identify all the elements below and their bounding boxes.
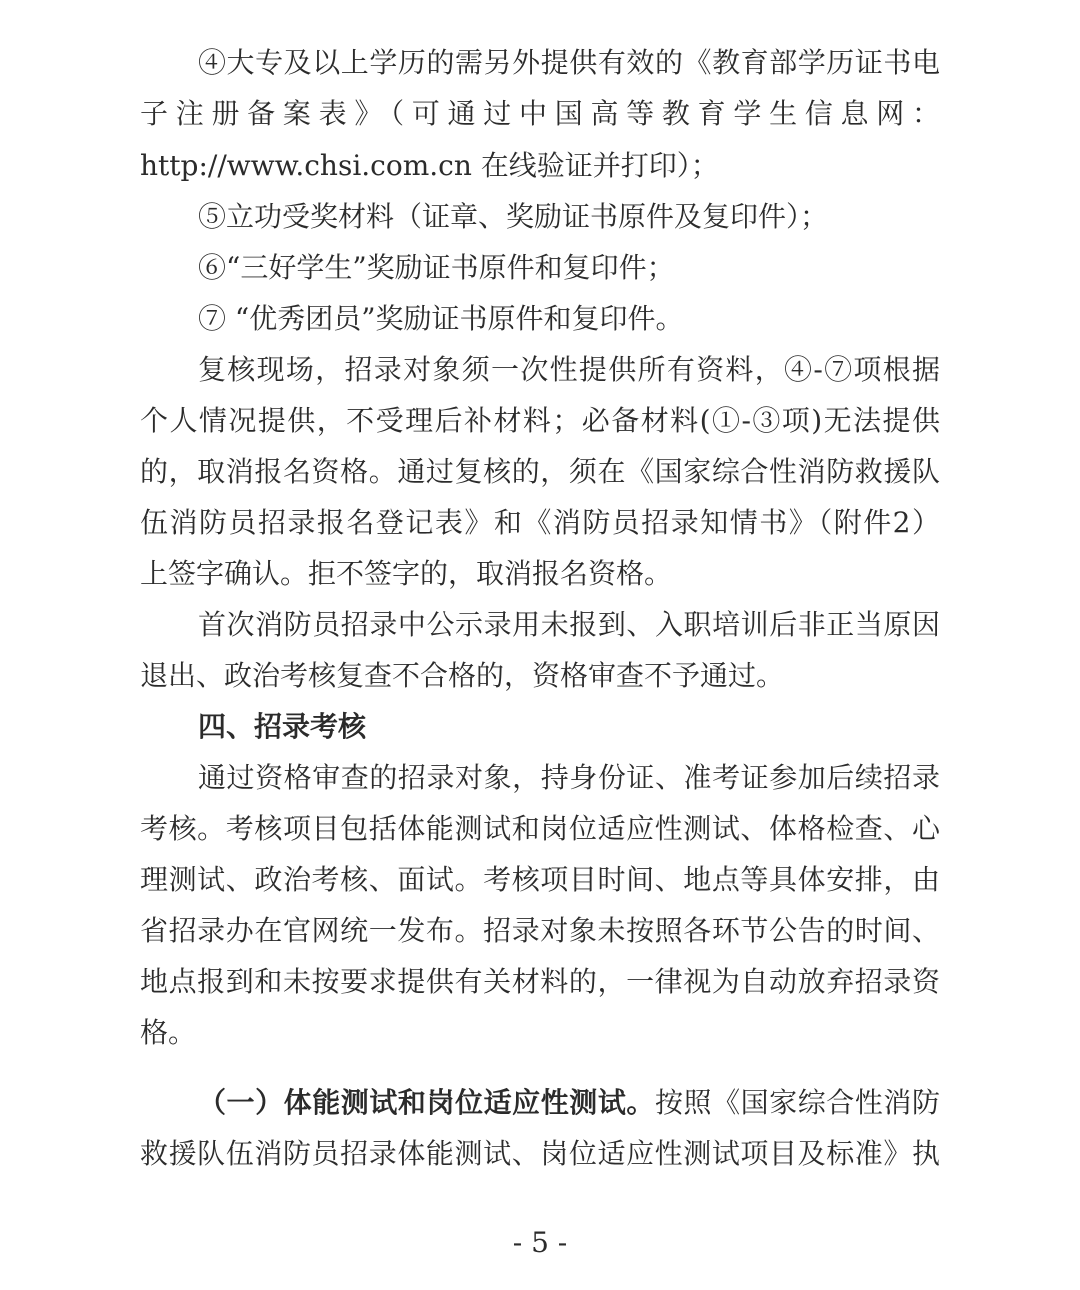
text-line: 格。: [140, 1016, 197, 1049]
text-line: ⑦ “优秀团员”奖励证书原件和复印件。: [198, 302, 684, 335]
text-line: 省招录办在官网统一发布。招录对象未按照各环节公告的时间、: [140, 914, 940, 947]
text-line: 地点报到和未按要求提供有关材料的，一律视为自动放弃招录资: [140, 965, 940, 998]
text-line: http://www.chsi.com.cn 在线验证并打印）；: [140, 149, 719, 182]
text-line: ⑥“三好学生”奖励证书原件和复印件；: [198, 251, 675, 284]
text-line: 子注册备案表》（可通过中国高等教育学生信息网：: [140, 97, 940, 130]
text-line: 考核。考核项目包括体能测试和岗位适应性测试、体格检查、心: [140, 812, 940, 845]
page-number: - 5 -: [512, 1226, 568, 1259]
text-line: 个人情况提供，不受理后补材料；必备材料(①-③项)无法提供: [140, 404, 940, 437]
text-line: 通过资格审查的招录对象，持身份证、准考证参加后续招录: [198, 761, 940, 794]
text-line: 的，取消报名资格。通过复核的，须在《国家综合性消防救援队: [140, 455, 940, 488]
section-heading: 四、招录考核: [198, 710, 367, 743]
text-line: 退出、政治考核复查不合格的，资格审查不予通过。: [140, 659, 785, 692]
subheading-rest: 按照《国家综合性消防: [654, 1086, 940, 1119]
text-line: ④大专及以上学历的需另外提供有效的《教育部学历证书电: [198, 46, 940, 79]
text-line: 首次消防员招录中公示录用未报到、入职培训后非正当原因: [198, 608, 940, 641]
text-line: ⑤立功受奖材料（证章、奖励证书原件及复印件）；: [198, 200, 829, 233]
subheading-bold: （一）体能测试和岗位适应性测试。: [198, 1086, 655, 1119]
text-line: 理测试、政治考核、面试。考核项目时间、地点等具体安排，由: [140, 863, 940, 896]
text-line: 复核现场，招录对象须一次性提供所有资料，④-⑦项根据: [198, 353, 940, 386]
text-line: 伍消防员招录报名登记表》和《消防员招录知情书》（附件2）: [140, 506, 940, 539]
subheading-line: [198, 1083, 940, 1123]
text-line: 救援队伍消防员招录体能测试、岗位适应性测试项目及标准》执: [140, 1137, 940, 1170]
text-line: 上签字确认。拒不签字的，取消报名资格。: [140, 557, 673, 590]
